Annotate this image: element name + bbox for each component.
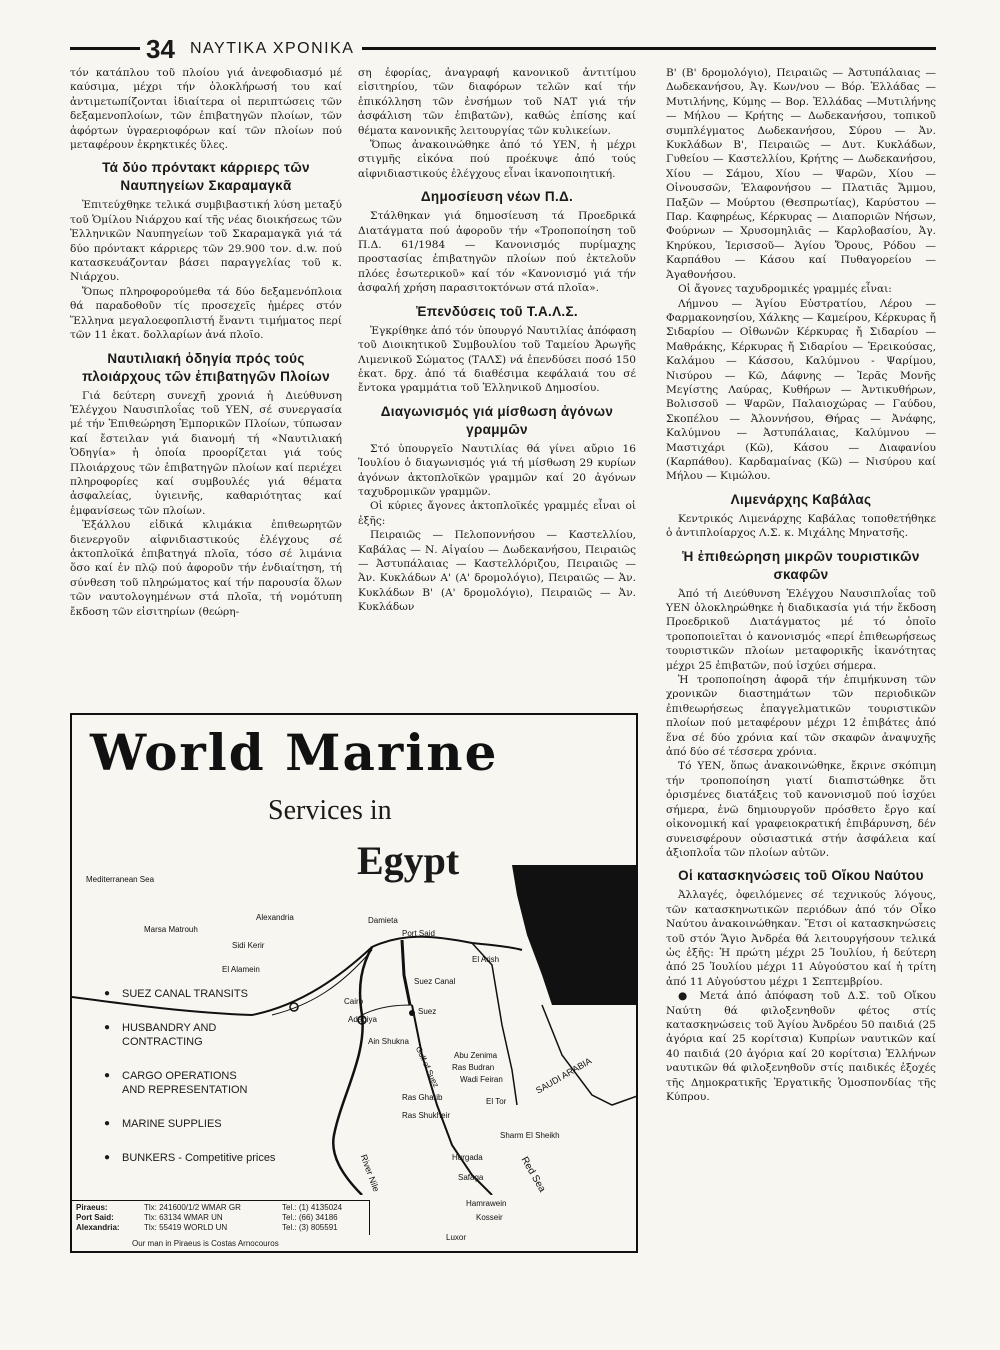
article-paragraph: Ἐξάλλου εἰδικά κλιμάκια ἐπιθεωρητῶν διενεργοῦν αἰφνιδιαστικούς ἐλέγχους σέ ἀκτοπλοϊκά ἐπιβατηγά πλοῖα, τόσο σέ λιμάνια ὅσο καί ἐν πλῷ πού ἀφοροῦν τήν ἐνδιαίτηση, τή σύνθεση τοῦ πληρώματος καί τήν παρουσία ὅλων τῶν ναυτολογημένων στά πλοῖα, τή νομότυπη ἔκδοση τῶν εἰσιτηρίων (θεώρη- [70,519,342,618]
article-paragraph: Γιά δεύτερη συνεχῆ χρονιά ἡ Διεύθυνση Ἐλέγχου Ναυσιπλοΐας τοῦ ΥΕΝ, σέ συνεργασία μέ τήν Ἐπιθεώρηση Ἐμπορικῶν Πλοίων, τύπωσαν καί ἔστειλαν γιά διανομή τή «Ναυτιλιακή Ὁδηγία» ἡ ὁποία προορίζεται γιά τούς Πλοιάρχους τῶν ἐπιβατηγῶν πλοίων καί περιέχει πληροφορίες καί συμβουλές γιά θέματα ἀσφαλείας, ὑγιεινῆς, καθαριότητας καί ἐμφανίσεως τῶν πλοίων. [70,389,342,517]
heading-shipping-guide: Ναυτιλιακή ὁδηγία πρός τούς πλοιάρχους τῶν ἐπιβατηγῶν Πλοίων [82,350,330,384]
map-label: Suez [418,1007,437,1016]
ad-country: Egypt [357,838,460,883]
map-label: Safaga [458,1173,484,1182]
heading-talas-investments: Ἐπενδύσεις τοῦ Τ.Α.Λ.Σ. [416,303,578,319]
contact-phone: Tel.: (1) 4135024 [282,1203,343,1212]
map-label: El Arish [472,955,500,964]
map-label: Gulf of Suez [413,1045,441,1089]
map-label: Adabiya [348,1015,377,1024]
article-paragraph: Στό ὑπουργεῖο Ναυτιλίας θά γίνει αὔριο 16 Ἰουλίου ὁ διαγωνισμός γιά τή μίσθωση 29 κυρίων ἀγόνων ἀκτοπλοϊκῶν γραμμῶν καί 20 ἀγόνων ταχυδρομικῶν γραμμῶν. [358,442,636,498]
contact-phone: Tel.: (3) 805591 [282,1223,338,1232]
contact-row [76,1213,365,1223]
article-paragraph: Ἐπιτεύχθηκε τελικά συμβιβαστική λύση μεταξύ τοῦ Ὁμίλου Νιάρχου καί τῆς νέας διοικήσεως τῶν Ἑλληνικῶν Ναυπηγείων τοῦ Σκαραμαγκᾶ γιά τά δύο πρόντακτ κάρριερς τῶν 29.900 τον. d.w. πού κατασκευάζονταν βάσει παραγγελίας τοῦ κ. Νιάρχου. [70,199,342,284]
article-paragraph: ση ἐφορίας, ἀναγραφή κανονικοῦ ἀντιτίμου εἰσιτηρίου, τῶν διαφόρων τελῶν καί τήν ἐπικόλληση τῶν ἐνσήμων τοῦ ΝΑΤ γιά τήν ἀσφάλιση τῶν ἐπιβατῶν), καθώς ἐπίσης καί θέματα κανονικῆς λειτουργίας τῶν κυλικείων. [358,67,636,137]
article-paragraph: Ὅπως πληροφορούμεθα τά δύο δεξαμενόπλοια θά παραδοθοῦν τίς προσεχεῖς ἡμέρες στόν Ἕλληνα μεγαλοεφοπλιστή ἔναντι τιμήματος περί τῶν 11 ἑκατ. δολλαρίων ἀνά πλοῖο. [70,285,342,342]
map-label: El Tor [486,1097,507,1106]
map-label: Wadi Feiran [460,1075,503,1084]
map-label: El Alamein [222,965,260,974]
page-header [70,34,936,64]
article-paragraph: Ἡ τροποποίηση ἀφορᾶ τήν ἐπιμήκυνση τῶν χρονικῶν διαστημάτων τῶν περιοδικῶν ἐπιθεωρήσεως ἐπαγγελματικῶν τουριστικῶν πλοίων πού μεταφέρουν μέχρι 12 ἐπιβάτες ἀπό ἕνα σέ δύο χρόνια καί τῶν σκαφῶν ἀναψυχῆς ἀπό δύο σέ τέσσερα χρόνια. [666,674,936,759]
service-item: ● CARGO OPERATIONS AND REPRESENTATION [102,1069,262,1097]
header-rule-right [362,47,936,50]
map-label: Hurgada [452,1153,483,1162]
map-label: Damieta [368,916,398,925]
heading-kavala: Λιμενάρχης Καβάλας [730,491,872,507]
map-label: Kosseir [476,1213,503,1222]
contact-city: Piraeus: [76,1203,108,1212]
article-paragraph: τόν κατάπλου τοῦ πλοίου γιά ἀνεφοδιασμό μέ καύσιμα, μέχρι τήν ὁλοκλήρωσή του καί ἀντιμετωπίζονται ἰδιαίτερα οἱ περιπτώσεις τῶν δεξαμενοπλοίων, τῶν ἐπιβατηγῶν πλοίων, τῶν ἀφόρτων ὑγραεριοφόρων καί τῶν πλοίων πού μεταφέρουν ἐκρηκτικές ὕλες. [70,67,342,152]
heading-tender: Διαγωνισμός γιά μίσθωση ἀγόνων γραμμῶν [380,403,614,437]
article-paragraph: Β' (Β' δρομολόγιο), Πειραιῶς — Ἀστυπάλαιας — Δωδεκανήσου, Ἀγ. Κων/νου — Βόρ. Ἑλλάδας — Μυτιλήνης, Κύμης — Βορ. Ἑλλάδας —Μυτιλήνης — Μήλου — Κρήτης — Δωδεκανήσου, τοπικοῦ συμπλέγματος Δωδεκανήσου, Σύρου — Ἀν. Κυκλάδων Β', Πειραιῶς — Δυτ. Κυκλάδων, Γυθείου — Καστελλίου, Κρήτης — Δωδεκανήσου, Χίου — Σάμου, Χίου — Ψαρῶν, Χίου — Οἰνουσσῶν, Ἐλαφονήσου — Πλατιᾶς Ἄμμου, Παξῶν — Μούρτου (Θεσπρωτίας), Καρύστου — Παρ. Καφηρέως, Κέρκυρας — Διαποριῶν Νήσων, Φούρνων — Χρυσομηλιᾶς — Καρλοβασίου, Ἀγ. Κηρύκου, Ἱερισσοῦ— Ἁγίου Ὄρους, Ρόδου — Καρπάθου — Κάσου καί Πυθαγορείου — Ἀγαθονήσου. [666,67,936,281]
article-paragraph: Οἱ ἄγονες ταχυδρομικές γραμμές εἶναι: [678,283,892,296]
map-label: River Nile [358,1153,382,1194]
map-label: Red Sea [518,1155,548,1195]
services-list [102,987,275,1185]
page-number: 34 [146,34,175,64]
map-label: Ain Shukna [368,1037,409,1046]
article-paragraph: Κεντρικός Λιμενάρχης Καβάλας τοποθετήθηκε ὁ ἀντιπλοίαρχος Λ.Σ. κ. Μιχάλης Μηνατσῆς. [666,512,936,540]
contact-row [76,1203,365,1213]
ad-title: World Marine [90,723,499,782]
contact-city: Port Said: [76,1213,114,1222]
contact-telex: Tlx: 241600/1/2 WMAR GR [144,1203,241,1212]
contact-phone: Tel.: (66) 34186 [282,1213,338,1222]
service-item: ● SUEZ CANAL TRANSITS [102,987,275,1001]
column-1 [70,66,342,619]
heading-product-carriers: Τά δύο πρόντακτ κάρριερς τῶν Ναυπηγείων Σκαραμαγκᾶ [102,160,310,194]
column-3 [666,66,936,1316]
map-label: Ras Gharib [402,1093,443,1102]
heading-decrees: Δημοσίευση νέων Π.Δ. [420,189,574,205]
article-paragraph: Ὅπως ἀνακοινώθηκε ἀπό τό ΥΕΝ, ἡ μέχρι στιγμῆς εἰκόνα πού προέκυψε ἀπό τούς αἰφνιδιαστικούς ἐλέγχους εἶναι ἱκανοποιητική. [358,139,636,180]
map-label: Mediterranean Sea [86,875,155,884]
saudi-coast [542,1005,638,1105]
service-item: ● MARINE SUPPLIES [102,1117,275,1131]
sinai-landmass [512,865,638,1005]
column-2 [358,66,636,615]
contact-table [72,1200,370,1235]
heading-camps: Οἱ κατασκηνώσεις τοῦ Οἴκου Ναύτου [678,868,924,884]
heading-inspection: Ἡ ἐπιθεώρηση μικρῶν τουριστικῶν σκαφῶν [682,548,920,582]
contact-row [76,1223,365,1233]
port-marker [409,1010,415,1016]
map-label: Marsa Matrouh [144,925,198,934]
article-paragraph: Τό ΥΕΝ, ὅπως ἀνακοινώθηκε, ἔκρινε σκόπιμη τήν τροποποίηση γιατί διαπιστώθηκε ὅτι ὁρισμένες διατάξεις τοῦ κανονισμοῦ πού ἰσχύει σήμερα, ἐνῶ δημιουργοῦν πρόσθετο ἔργο καί οἰκονομική καί γραφειοκρατική ἐπιβάρυνση, δέν συνεισφέρουν οὐσιαστικά στήν ἀσφάλεια καί ἀξιοπλοΐα τῶν πλοίων αὐτῶν. [666,760,936,859]
article-paragraph: Στάλθηκαν γιά δημοσίευση τά Προεδρικά Διατάγματα πού ἀφοροῦν τήν «Τροποποίηση τοῦ Π.Δ. 61/1984 — Κανονισμός πυρίμαχης προστασίας ἐπιβατηγῶν πλοίων πού ἐκτελοῦν πλόες ἐσωτερικοῦ» καί τόν «Κανονισμό γιά τήν ἀσφαλή χρήση παρασιτοκτόνων στά πλοῖα». [358,210,636,295]
map-label: Luxor [446,1233,467,1242]
map-label: Abu Zenima [454,1051,498,1060]
ad-subtitle: Services in [268,795,392,826]
service-item: ● BUNKERS - Competitive prices [102,1151,275,1165]
article-paragraph: ● Μετά ἀπό ἀπόφαση τοῦ Δ.Σ. τοῦ Οἴκου Ναύτη θά φιλοξενηθοῦν φέτος στίς κατασκηνώσεις τοῦ Ἁγίου Ἀνδρέου 50 παιδιά (25 ἀγόρια καί 25 κορίτσια) Κυπρίων ναυτικῶν καί 40 παιδιά (20 ἀγόρια καί 20 κορίτσια) Ἑλλήνων ναυτικῶν θά φιλοξενηθοῦν στίς παιδικές ἐξοχές τῆς Δημοκρατικῆς Ἐργατικῆς Ὁμοσπονδίας τῆς Κύπρου. [666,990,936,1103]
article-paragraph: Ἀλλαγές, ὀφειλόμενες σέ τεχνικούς λόγους, τῶν κατασκηνωτικῶν περιόδων ἀπό τόν Οἶκο Ναύτου ἀνακοινώθηκαν. Ἔτσι οἱ κατασκηνώσεις τοῦ στόν Ἅγιο Ἀνδρέα θά λειτουργήσουν τελικά ὡς ἑξῆς: Ἡ πρώτη μέχρι 25 Ἰουλίου, ἡ δεύτερη ἀπό 25 Ἰουλίου μέχρι 11 Αὐγούστου καί ἡ τρίτη ἀπό 11 Αὐγούστου μέχρι 1 Σεπτεμβρίου. [666,889,936,988]
map-label: Ras Budran [452,1063,495,1072]
map-label: Cairo [344,997,364,1006]
magazine-name: ΝΑΥΤΙΚΑ ΧΡΟΝΙΚΑ [190,40,355,57]
map-label: Sidi Kerir [232,941,265,950]
service-item: ● HUSBANDRY AND CONTRACTING [102,1021,242,1049]
article-paragraph: Λήμνου — Ἁγίου Εὐστρατίου, Λέρου — Φαρμακονησίου, Χάλκης — Καμείρου, Κέρκυρας ἤ Σιδαρίου — Οἰθωνῶν Κέρκυρας ἤ Σιδαρίου — Μαθράκης, Κέρκυρας ἤ Σιδαρίου — Ἐρεικούσας, Καλάμου — Κάσσου, Καλύμνου - Ψαρίμου, Νισύρου — Κῶ, Δάφνης — Ἱερᾶς Μονῆς Μεγίστης Λαύρας, Κυθήρων — Ἀντικυθήρων, Βολισσοῦ — Ψαρῶν, Παλαιοχώρας — Γαύδου, Σκοπέλου — Ἀλοννήσου, Θήρας — Ἀνάφης, Καλύμνου — Ἀστυπάλαιας, Καλύμνου — Μαστιχάρι (Κῶ), Κάσου — Διαφανίου (Καρπάθου). Καρδαμαίνας (Κῶ) — Νισύρου καί Μήλου — Κιμώλου. [666,297,936,483]
map-label: Alexandria [256,913,294,922]
map-label: Sharm El Sheikh [500,1131,560,1140]
map-label: SAUDI ARABIA [534,1055,594,1096]
suez-canal-line [402,940,410,1005]
map-label: Hamrawein [466,1199,507,1208]
contact-city: Alexandria: [76,1223,120,1232]
article-paragraph: Οἱ κύριες ἄγονες ἀκτοπλοϊκές γραμμές εἶναι οἱ ἑξῆς: [358,500,636,527]
route-line [362,1005,412,1015]
article-paragraph: Πειραιῶς — Πελοποννήσου — Καστελλίου, Καβάλας — Ν. Αἰγαίου — Δωδεκανήσου, Πειραιῶς — Ἀστυπάλαιας — Καστελλόριζου, Πειραιῶς — Ἀν. Κυκλάδων Α' (Α' δρομολόγιο), Πειραιῶς — Ἀν. Κυκλάδων Β' (Α' δρομολόγιο), Πειραιῶς — Ἀν. Κυκλάδων [358,529,636,614]
map-label: Suez Canal [414,977,456,986]
article-paragraph: Ἀπό τή Διεύθυνση Ἐλέγχου Ναυσιπλοΐας τοῦ ΥΕΝ ὁλοκληρώθηκε ἡ διαδικασία γιά τήν ἔκδοση Προεδρικοῦ Διατάγματος μέ τό ὁποῖο τροποποιεῖται ὁ κανονισμός «περί ἐπιθεωρήσεως τουριστικῶν πλοίων μεταφορικῆς ἱκανότητας μέχρι 25 ἐπιβατῶν, πού ἰσχύει σήμερα. [666,587,936,672]
contact-telex: Tlx: 55419 WORLD UN [144,1223,228,1232]
advertisement-world-marine [70,713,638,1253]
ad-agent-line: Our man in Piraeus is Costas Arnocouros [132,1239,279,1248]
article-paragraph: Ἐγκρίθηκε ἀπό τόν ὑπουργό Ναυτιλίας ἀπόφαση τοῦ Διοικητικοῦ Συμβουλίου τοῦ Ταμείου Ἀρωγῆς Λιμενικοῦ Σώματος (ΤΑΛΣ) νά ἐπενδύσει ποσό 150 ἑκατ. δρχ. ἀπό τά διαθέσιμα κεφάλαιά του σέ ἔντοκα γραμμάτια τοῦ Ἑλληνικοῦ Δημοσίου. [358,324,636,395]
map-label: Ras Shukheir [402,1111,451,1120]
map-label: Port Said [402,929,435,938]
contact-telex: Tlx: 63134 WMAR UN [144,1213,223,1222]
header-rule-left [70,47,140,50]
